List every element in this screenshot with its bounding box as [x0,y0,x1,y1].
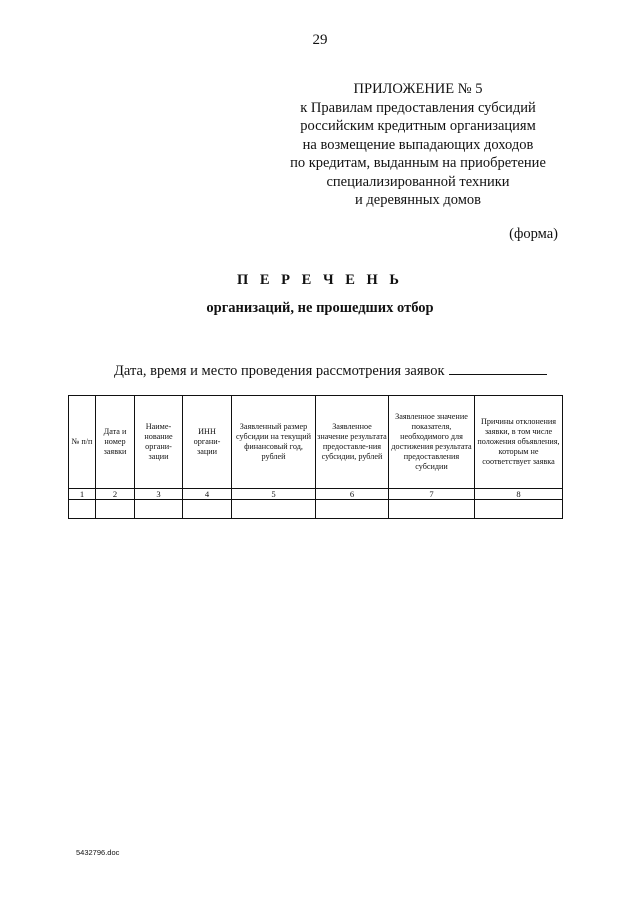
column-number: 6 [316,489,389,500]
appendix-header [268,80,568,210]
column-number: 1 [69,489,96,500]
appendix-line: и деревянных домов [355,192,481,208]
appendix-line: по кредитам, выданным на приобретение [290,155,546,171]
file-name-footer: 5432796.doc [76,848,120,857]
header-cell: Дата и номер заявки [96,396,135,489]
header-cell: № п/п [69,396,96,489]
page-number: 29 [312,32,328,48]
table-number-row [69,489,563,500]
table-cell [69,500,96,519]
date-line [114,360,547,380]
table-header-row [69,396,563,489]
table-cell [135,500,183,519]
appendix-line: к Правилам предоставления субсидий [300,99,536,116]
header-cell: Наиме-нование органи-зации [135,396,183,489]
form-label: (форма) [509,226,558,242]
column-number: 7 [389,489,475,500]
table-cell [389,500,475,519]
table-cell [475,500,563,519]
column-number: 4 [183,489,232,500]
document-title: П Е Р Е Ч Е Н Ь [236,272,404,288]
table-cell [316,500,389,519]
header-cell: Заявленное значение результата предоставле-ния субсидии, рублей [316,396,389,489]
date-line-label: Дата, время и место проведения рассмотрения заявок [114,363,445,379]
header-cell: Причины отклонения заявки, в том числе положения объявления, которым не соответствует заявка [475,396,563,489]
column-number: 3 [135,489,183,500]
table-empty-row [69,500,563,519]
column-number: 8 [475,489,563,500]
column-number: 5 [232,489,316,500]
table-cell [183,500,232,519]
appendix-line: на возмещение выпадающих доходов [302,136,534,153]
appendix-line: ПРИЛОЖЕНИЕ № 5 [353,81,483,97]
header-cell: Заявленное значение показателя, необходимого для достижения результата предоставления субсидии [389,396,475,489]
header-cell: ИНН органи-зации [183,396,232,489]
appendix-line: российским кредитным организациям [300,118,536,134]
appendix-line: специализированной техники [326,173,510,190]
date-blank-field [449,360,547,375]
organizations-table [68,395,563,519]
table-cell [96,500,135,519]
header-cell: Заявленный размер субсидии на текущий финансовый год, рублей [232,396,316,489]
column-number: 2 [96,489,135,500]
document-subtitle: организаций, не прошедших отбор [206,300,434,316]
table-cell [232,500,316,519]
